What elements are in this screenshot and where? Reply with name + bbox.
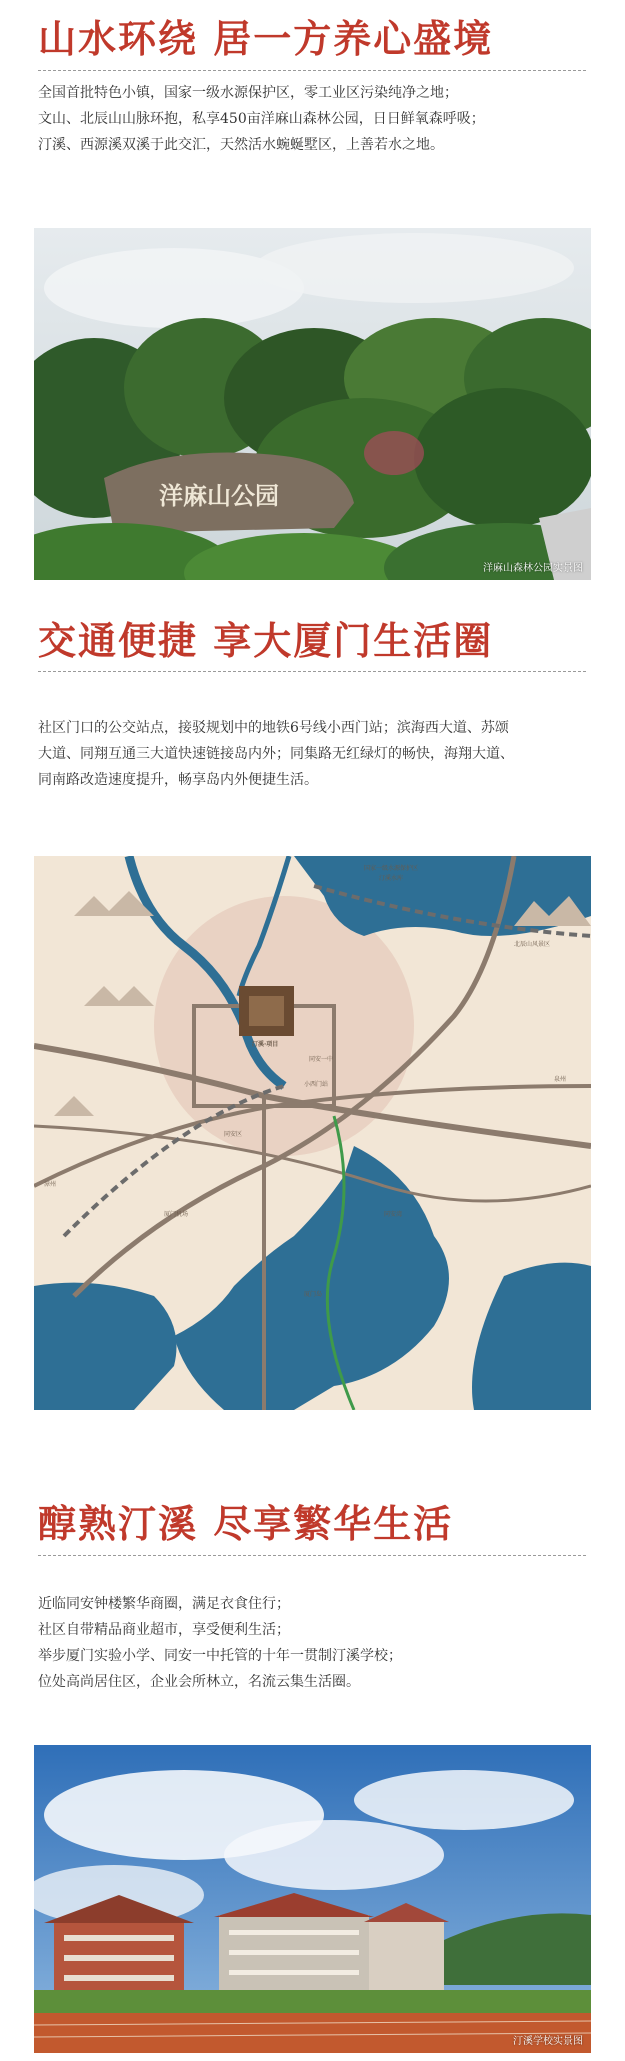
map-label-north-mountain: 北辰山风景区 xyxy=(514,941,551,948)
rock-inscription: 洋麻山公园 xyxy=(159,481,279,510)
section-1-divider xyxy=(38,70,586,71)
map-label-project: 汀溪·项目 xyxy=(252,1041,279,1048)
map-label-school: 同安一中 xyxy=(309,1056,334,1063)
school-illustration xyxy=(34,1745,591,2053)
location-map xyxy=(34,856,591,1410)
section-1-paragraph xyxy=(38,80,590,158)
map-label-reserve-sub: 汀溪水库 xyxy=(379,875,404,882)
forest-park-illustration xyxy=(34,228,591,580)
location-map-illustration xyxy=(34,856,591,1410)
section-1-line: 文山、北辰山山脉环抱，私享450亩洋麻山森林公园，日日鲜氧森呼吸； xyxy=(38,111,485,127)
school-photo xyxy=(34,1745,591,2053)
map-label-station: 小西门站 xyxy=(304,1081,329,1088)
map-label-xiamen-island: 厦门岛 xyxy=(304,1291,323,1298)
section-1-title: 山水环绕 居一方养心盛境 xyxy=(38,16,494,61)
section-3-title: 醇熟汀溪 尽享繁华生活 xyxy=(38,1501,454,1546)
section-3-line: 位处高尚居住区，企业会所林立，名流云集生活圈。 xyxy=(38,1674,360,1690)
forest-park-caption: 洋麻山森林公园实景图 xyxy=(483,563,583,574)
map-label-bay: 同安湾 xyxy=(384,1211,403,1218)
section-2-paragraph xyxy=(38,715,590,793)
section-2-line: 大道、同翔互通三大道快速链接岛内外；同集路无红绿灯的畅快，海翔大道、 xyxy=(38,746,514,762)
section-2-line: 社区门口的公交站点，接驳规划中的地铁6号线小西门站；滨海西大道、苏颂 xyxy=(38,720,509,736)
section-3-line: 社区自带精品商业超市，享受便利生活； xyxy=(38,1622,290,1638)
map-label-west: 漳州 xyxy=(44,1181,57,1188)
section-1-line: 全国首批特色小镇，国家一级水源保护区，零工业区污染纯净之地； xyxy=(38,85,458,101)
section-2-line: 同南路改造速度提升，畅享岛内外便捷生活。 xyxy=(38,772,318,788)
section-3-divider xyxy=(38,1555,586,1556)
section-3-line: 近临同安钟楼繁华商圈，满足衣食住行； xyxy=(38,1596,290,1612)
map-label-reserve: 国家一级水源保护区 xyxy=(364,865,419,872)
section-3-line: 举步厦门实验小学、同安一中托管的十年一贯制汀溪学校； xyxy=(38,1648,402,1664)
forest-park-photo xyxy=(34,228,591,580)
school-caption: 汀溪学校实景图 xyxy=(513,2036,583,2047)
section-3-paragraph xyxy=(38,1591,590,1695)
section-2-title: 交通便捷 享大厦门生活圈 xyxy=(38,618,494,663)
map-label-airport: 厦门机场 xyxy=(164,1211,189,1218)
section-1-line: 汀溪、西源溪双溪于此交汇，天然活水蜿蜒墅区，上善若水之地。 xyxy=(38,137,444,153)
map-label-tongan: 同安区 xyxy=(224,1131,243,1138)
map-label-east: 泉州 xyxy=(554,1076,567,1083)
section-2-divider xyxy=(38,671,586,672)
